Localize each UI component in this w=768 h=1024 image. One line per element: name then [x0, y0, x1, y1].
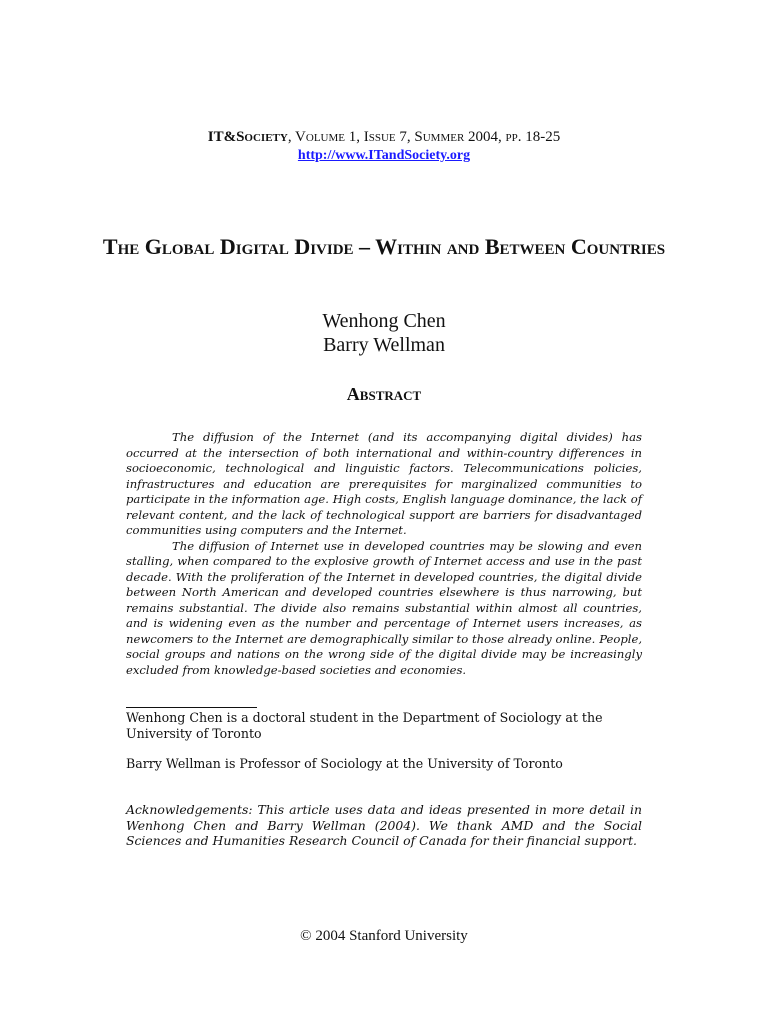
journal-name: IT&Society	[207, 129, 288, 145]
author-note: Wenhong Chen is a doctoral student in the Department of Sociology at the University of Toronto	[126, 710, 603, 741]
article-title: The Global Digital Divide – Within and Between Countries	[102, 234, 666, 259]
acknowledgements: Acknowledgements: This article uses data and ideas presented in more detail in Wenhong Chen and Barry Wellman (2004). We thank AMD and the Social Sciences and Humanities Research Council of Canada for their financial support.	[126, 802, 642, 848]
footnote-divider	[126, 707, 257, 708]
journal-citation	[0, 128, 768, 146]
abstract-body	[126, 430, 642, 678]
copyright-notice: © 2004 Stanford University	[300, 928, 468, 944]
abstract-paragraph: The diffusion of Internet use in developed countries may be slowing and even stalling, when compared to the explosive growth of Internet access and use in the past decade. With the proliferation of the Internet in developed countries, the digital divide between North American and developed countries elsewhere is thus narrowing, but remains substantial. The divide also remains substantial within almost all countries, and is widening even as the number and percentage of Internet users increases, as newcomers to the Internet are demographically similar to those already online. People, social groups and nations on the wrong side of the digital divide may be increasingly excluded from knowledge-based societies and economies.	[126, 538, 642, 677]
author-note: Barry Wellman is Professor of Sociology at the University of Toronto	[126, 756, 563, 771]
author-name: Wenhong Chen	[322, 310, 446, 332]
author-name: Barry Wellman	[323, 334, 445, 356]
journal-url-line	[0, 147, 768, 165]
abstract-paragraph: The diffusion of the Internet (and its accompanying digital divides) has occurred at the intersection of both international and within-country differences in socioeconomic, technological and linguistic factors. Telecommunications policies, infrastructures and education are prerequisites for marginalized communities to participate in the information age. High costs, English language dominance, the lack of relevant content, and the lack of technological support are barriers for disadvantaged communities using computers and the Internet.	[126, 430, 642, 537]
journal-url-link[interactable]: http://www.ITandSociety.org	[297, 148, 471, 163]
abstract-heading: Abstract	[346, 384, 422, 404]
issue-details: , Volume 1, Issue 7, Summer 2004, pp. 18-25	[287, 129, 561, 145]
